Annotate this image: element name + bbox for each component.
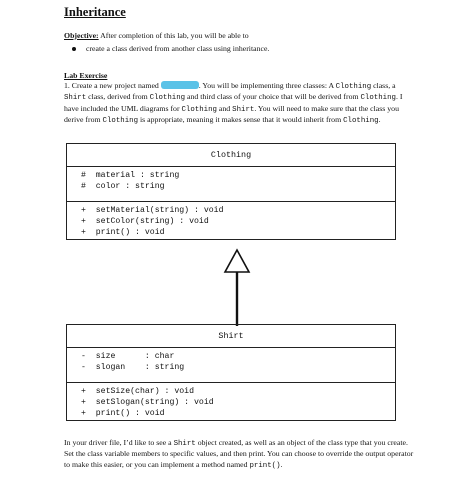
text-run: .	[378, 115, 381, 125]
bullet-dot-icon	[72, 47, 76, 51]
text-run: .	[280, 459, 283, 469]
uml-method: + setSlogan(string) : void	[81, 398, 214, 407]
text-run: . You will need to make sure that the class you derive from	[64, 103, 399, 125]
code-term: Shirt	[232, 105, 255, 114]
text-run: object created, as well as an object of the class type that you create. Set the class variable members to specific values, and then print. You can choose to override the output operator to make this easier, or you can implement a method named	[64, 438, 414, 469]
uml-method: + setColor(string) : void	[81, 217, 209, 226]
uml-attribute: - size : char	[81, 352, 175, 361]
code-term: Clothing	[343, 117, 379, 126]
uml-clothing-attributes	[67, 166, 395, 201]
uml-clothing-methods	[67, 201, 395, 238]
objective-line	[64, 31, 249, 40]
code-term: Clothing	[335, 83, 372, 91]
bullet-text: create a class derived from another class using inheritance.	[86, 44, 270, 53]
uml-shirt-attributes	[67, 347, 395, 382]
exercise-paragraph	[64, 81, 414, 127]
uml-shirt-name: Shirt	[218, 331, 244, 341]
text-run: and third class of your choice that will be derived from	[185, 92, 361, 102]
text-run: 1. Create a new project named	[64, 81, 161, 90]
text-run: class, derived from	[86, 92, 150, 102]
text-run: . You will be implementing three classes: A	[198, 81, 336, 90]
document-title: Inheritance	[64, 5, 126, 19]
uml-method: + print() : void	[81, 409, 165, 418]
uml-shirt-class	[66, 324, 396, 421]
driver-instructions-paragraph	[64, 438, 416, 471]
text-run: . I have included the UML diagrams for	[64, 92, 403, 113]
redacted-project-name	[161, 81, 199, 89]
code-term: Shirt	[64, 94, 87, 103]
text-run: and	[216, 103, 233, 113]
inheritance-arrow-icon	[222, 248, 252, 326]
lab-exercise-heading: Lab Exercise	[64, 71, 108, 80]
code-term: Clothing	[360, 94, 396, 103]
code-term: Clothing	[149, 94, 186, 103]
text-run: is appropriate, meaning it makes sense that it would inherit from	[138, 115, 344, 125]
code-term: Clothing	[102, 117, 139, 126]
objective-text: After completion of this lab, you will be able to	[98, 31, 249, 40]
uml-shirt-methods	[67, 382, 395, 419]
code-term: print()	[249, 461, 281, 470]
code-term: Shirt	[173, 440, 196, 448]
text-run: In your driver file, I’d like to see a	[64, 438, 174, 447]
uml-clothing-name: Clothing	[210, 150, 252, 160]
code-term: Clothing	[181, 105, 217, 114]
uml-clothing-class	[66, 143, 396, 240]
uml-attribute: # material : string	[81, 171, 180, 180]
objective-bullet	[72, 44, 269, 53]
uml-attribute: - slogan : string	[81, 363, 185, 372]
uml-method: + setMaterial(string) : void	[81, 206, 224, 215]
objective-label: Objective:	[64, 31, 99, 40]
uml-method: + print() : void	[81, 228, 165, 237]
uml-method: + setSize(char) : void	[81, 387, 195, 396]
text-run: class, a	[371, 81, 396, 90]
uml-attribute: # color : string	[81, 182, 165, 191]
